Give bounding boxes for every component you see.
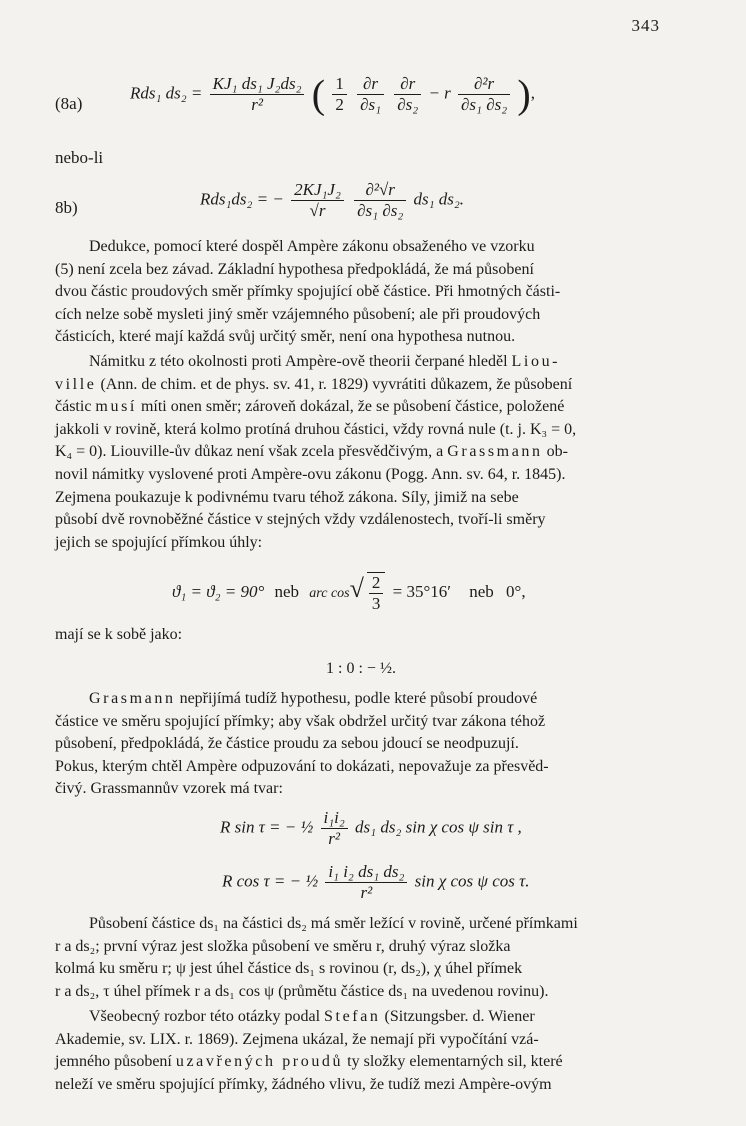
paragraph-3: Grasmann nepřijímá tudíž hypothesu, podle které působí proudové částice ve směru spojující přímky; aby však obdržel určitý tvar zákona téhož působení, předpokládá, že částice proudu za sebou jdoucí se neodpuzují. Pokus, kterým chtěl Ampère odpuzování to dokázati, nepovažuje za přesvěd- čivý. Grassmannův vzorek má tvar: [55, 690, 549, 798]
author-liouville: Liou- [511, 353, 561, 370]
equation-8b-fraction: $\frac{\text{2KJ₁J₂}}{√r}$ [291, 180, 344, 221]
equation-8a-fraction: $\frac{\text{KJ₁ ds₁ J₂ds₂}}{\text{r²}}$ [210, 74, 305, 115]
paragraph-4: Působení částice ds₁ na částici ds₂ má směr ležící v rovině, určené přímkami r a ds₂; první výraz jest složka působení ve směru r, druhý výraz složka kolmá ku směru r; ψ jest úhel částice ds₁ s rovinou (r, ds₂), χ úhel přímek r a ds₂, τ úhel přímek r a ds₁ cos ψ (průmětu částice ds₁ na uvedenou rovinu). [55, 915, 578, 1000]
equation-8b-derivative: $\frac{\text{∂²√r}}{\text{∂s₁ ∂s₂}}$ [354, 180, 406, 221]
formula-cos: R cos τ = − ½ $\frac{\text{i₁ i₂ ds₁ ds₂}}{\text{r²}}$ sin χ cos ψ cos τ. [222, 862, 530, 902]
formula-sin: R sin τ = − ½ $\frac{\text{i₁i₂}}{\text{r²}}$ ds₁ ds₂ sin χ cos ψ sin τ , [220, 808, 522, 848]
page-number: 343 [631, 16, 660, 35]
derivative-3: $\frac{\text{∂²r}}{\text{∂s₁ ∂s₂}}$ [458, 74, 510, 115]
emphasis-uzavrenych: uzavřených proudů [175, 1053, 344, 1071]
author-grassmann: Grassmann [447, 443, 543, 461]
derivative-2: $\frac{\partial r}{\text{∂s₂}}$ [394, 74, 421, 115]
derivative-1: $\frac{\partial r}{\text{∂s₁}}$ [357, 74, 384, 115]
sqrt-fraction: $\frac{2}{3}$ [367, 572, 386, 614]
maji-text: mají se k sobě jako: [55, 626, 183, 643]
nebo-li-text: nebo-li [55, 148, 104, 167]
equation-8a-lhs: Rds₁ ds₂ = [130, 83, 203, 103]
equation-8b: Rds₁ds₂ = − $\frac{\text{2KJ₁J₂}}{√r}$ $\frac{\text{∂²√r}}{\text{∂s₁ ∂s₂}}$ ds₁ ds₂. [200, 180, 465, 220]
angle-equation: ϑ₁ = ϑ₂ = 90° neb arc cos√ $\frac{2}{3}$ = 35°16′ neb 0°, [172, 573, 526, 613]
emphasis-musi: musí [95, 398, 137, 416]
equation-8a-label: (8a) [55, 94, 83, 113]
open-paren: ( [311, 71, 326, 117]
author-stefan: Stefan [324, 1008, 381, 1025]
equation-8b-label: 8b) [55, 198, 78, 217]
sqrt-sign: √ [349, 573, 364, 603]
ratio: 1 : 0 : − ½. [326, 660, 396, 677]
equation-8b-lhs: Rds₁ds₂ = − [200, 189, 284, 209]
half-fraction: $\frac{1}{2}$ [332, 74, 347, 115]
author-grasmann: Grasmann [89, 690, 176, 707]
paragraph-2: Námitku z této okolnosti proti Ampère-ově theorii čerpané hleděl Liou- ville (Ann. de chim. et de phys. sv. 41, r. 1829) vyvrátiti důkazem, že působení částic musí míti onen směr; zároveň dokázal, že se působení částice, položené jakkoli v rovině, která kolmo protíná druhou částici, vždy rovná nule (t. j. K₃ = 0, K₄ = 0). Liouville-ův důkaz není však zcela přesvědčivým, a Grassmann ob- novil námitky vyslovené proti Ampère-ovu zákonu (Pogg. Ann. sv. 64, r. 1845). Zejmena poukazuje k podivnému tvaru téhož zákona. Síly, jimiž na sebe působí dvě rovnoběžné částice v stejných vždy vzdálenostech, tvoří-li směry jejich se spojující přímkou úhly: [55, 353, 577, 551]
equation-8a: Rds₁ ds₂ = $\frac{\text{KJ₁ ds₁ J₂ds₂}}{\text{r²}}$ ( $\frac{1}{2}$ $\frac{\partial r}{\text{∂s₁}}$ $\frac{\partial r}{\text{∂s₂}}$ − r $\frac{\text{∂²r}}{\text{∂s₁ ∂s₂}}$ ), [130, 71, 535, 117]
close-paren: ) [517, 71, 531, 117]
paragraph-5: Všeobecný rozbor této otázky podal Stefan (Sitzungsber. d. Wiener Akademie, sv. LIX. r. 1869). Zejmena ukázal, že nemají při vypočítání vzá- jemného působení uzavřených proudů ty složky elementarných sil, které neleží ve směru spojující přímky, žádného vlivu, že tudíž mezi Ampère-ovým [55, 1008, 563, 1093]
paragraph-1: Dedukce, pomocí které dospěl Ampère zákonu obsaženého ve vzorku (5) není zcela bez závad. Základní hypothesa předpokládá, že má působení dvou částic proudových směr přímky spojující obě částice. Při hmotných části- cích nelze sobě mysleti jiný směr vzájemného působení; ale při proudových částicích, které mají každá svůj určitý směr, není ona hypothesa nutnou. [55, 238, 561, 346]
